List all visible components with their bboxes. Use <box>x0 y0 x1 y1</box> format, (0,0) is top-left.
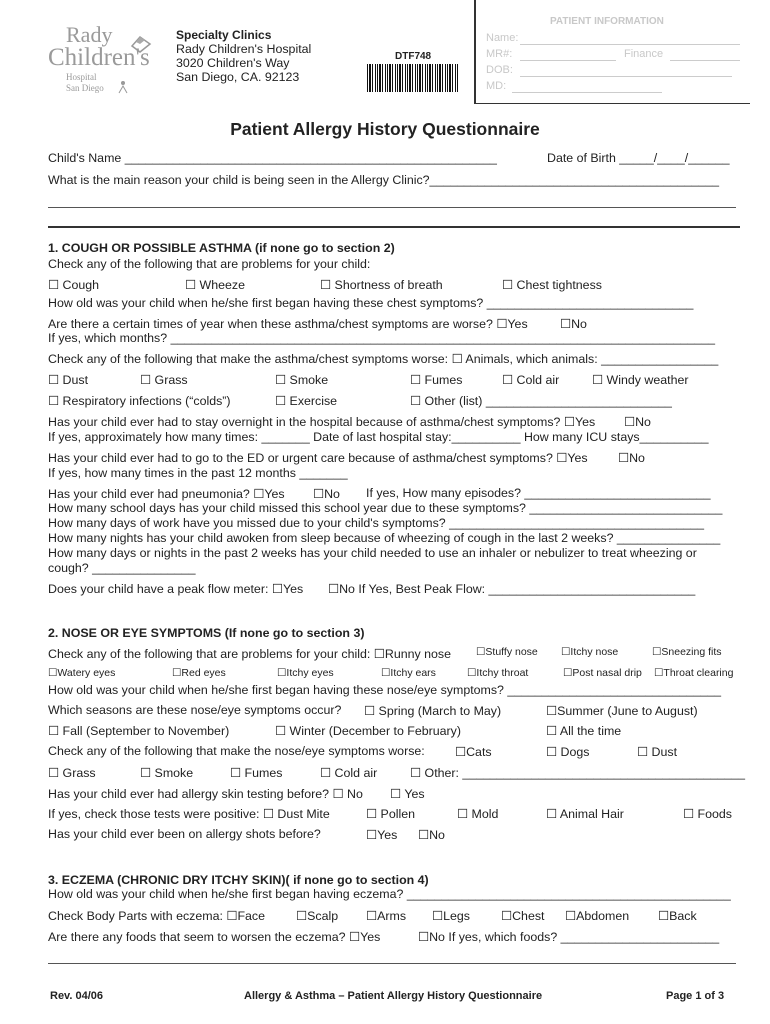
dob-line[interactable]: Date of Birth _____/____/______ <box>547 151 730 165</box>
cb-fumes[interactable]: ☐ Fumes <box>410 373 463 387</box>
cb-chest[interactable]: ☐Chest <box>501 909 545 923</box>
patient-dob-field[interactable] <box>520 76 732 77</box>
clinic-city: San Diego, CA. 92123 <box>176 70 300 84</box>
s3-age-onset[interactable]: How old was your child when he/she first began having eczema? _______________________________________________ <box>48 887 731 901</box>
cb-sneezing-fits[interactable]: ☐Sneezing fits <box>652 646 722 658</box>
cb-s2-grass[interactable]: ☐ Grass <box>48 766 96 780</box>
patient-finance-field[interactable] <box>670 60 740 61</box>
cb-s2-fumes[interactable]: ☐ Fumes <box>230 766 283 780</box>
cb-chest-tightness[interactable]: ☐ Chest tightness <box>502 278 602 292</box>
s1-hospital-times[interactable]: If yes, approximately how many times: _______ Date of last hospital stay:__________ How many ICU stays__________ <box>48 430 709 444</box>
cb-legs[interactable]: ☐Legs <box>432 909 470 923</box>
cb-wheeze[interactable]: ☐ Wheeze <box>185 278 246 292</box>
cb-dust[interactable]: ☐ Dust <box>48 373 89 387</box>
s2-allergy-shots: Has your child ever been on allergy shots before? <box>48 827 321 841</box>
cb-red-eyes[interactable]: ☐Red eyes <box>172 667 226 679</box>
s1-times-of-year[interactable]: Are there a certain times of year when these asthma/chest symptoms are worse? ☐Yes <box>48 317 528 331</box>
page-title: Patient Allergy History Questionnaire <box>230 119 540 139</box>
cb-grass[interactable]: ☐ Grass <box>140 373 188 387</box>
patient-dob-label: DOB: <box>486 64 513 76</box>
s1-age-onset[interactable]: How old was your child when he/she first began having these chest symptoms? ______________________________ <box>48 296 694 310</box>
s3-foods-worsen[interactable]: Are there any foods that seem to worsen the eczema? ☐Yes <box>48 930 381 944</box>
s1-hospital-overnight-no[interactable]: ☐No <box>624 415 651 429</box>
patient-md-label: MD: <box>486 80 507 92</box>
s1-hospital-overnight[interactable]: Has your child ever had to stay overnight in the hospital because of asthma/chest symptoms? ☐Yes <box>48 415 596 429</box>
cb-fall[interactable]: ☐ Fall (September to November) <box>48 724 230 738</box>
s1-inhaler-days[interactable]: How many days or nights in the past 2 weeks has your child needed to use an inhaler or nebulizer to treat wheezing or <box>48 546 697 560</box>
patient-md-field[interactable] <box>512 92 662 93</box>
cb-s2-dust[interactable]: ☐ Dust <box>637 745 678 759</box>
s1-nights-awoken[interactable]: How many nights has your child awoken from sleep because of wheezing of cough in the last 2 weeks? _______________ <box>48 531 721 545</box>
main-reason-blank[interactable] <box>48 207 736 208</box>
section1-heading: 1. COUGH OR POSSIBLE ASTHMA (if none go to section 2) <box>48 241 395 255</box>
s3-foods-worsen-no[interactable]: ☐No If yes, which foods? _______________________ <box>418 930 720 944</box>
cb-dust-mite[interactable]: If yes, check those tests were positive: ☐ Dust Mite <box>48 807 330 821</box>
cb-itchy-eyes[interactable]: ☐Itchy eyes <box>277 667 334 679</box>
s2-seasons: Which seasons are these nose/eye symptoms occur? <box>48 703 342 717</box>
footer-rev: Rev. 04/06 <box>50 990 104 1002</box>
s1-pneumonia-episodes[interactable]: If yes, How many episodes? ___________________________ <box>366 486 711 500</box>
cb-abdomen[interactable]: ☐Abdomen <box>565 909 630 923</box>
cb-mold[interactable]: ☐ Mold <box>457 807 499 821</box>
s1-times-of-year-no[interactable]: ☐No <box>560 317 587 331</box>
s2-skin-testing[interactable]: Has your child ever had allergy skin testing before? ☐ No <box>48 787 363 801</box>
patient-mrn-field[interactable] <box>520 60 616 61</box>
clinic-name: Specialty Clinics <box>176 28 272 42</box>
s1-worse-animals[interactable]: Check any of the following that make the asthma/chest symptoms worse: ☐ Animals, which animals: _________________ <box>48 352 719 366</box>
s1-peak-flow[interactable]: Does your child have a peak flow meter: ☐Yes <box>48 582 304 596</box>
logo-hospital: Hospital <box>66 72 97 82</box>
s1-peak-flow-no[interactable]: ☐No If Yes, Best Peak Flow: ______________________________ <box>328 582 696 596</box>
cb-smoke[interactable]: ☐ Smoke <box>275 373 329 387</box>
cb-all-the-time[interactable]: ☐ All the time <box>546 724 622 738</box>
cb-exercise[interactable]: ☐ Exercise <box>275 394 338 408</box>
footer-page: Page 1 of 3 <box>666 990 725 1002</box>
cb-cough[interactable]: ☐ Cough <box>48 278 100 292</box>
cb-dogs[interactable]: ☐ Dogs <box>546 745 590 759</box>
cb-itchy-ears[interactable]: ☐Itchy ears <box>381 667 436 679</box>
logo-figure-icon <box>116 80 130 94</box>
cb-runny-nose[interactable]: Check any of the following that are problems for your child: ☐Runny nose <box>48 647 451 661</box>
logo-kite-icon <box>128 34 154 60</box>
cb-s2-other[interactable]: ☐ Other: _________________________________________ <box>410 766 745 780</box>
s1-work-days[interactable]: How many days of work have you missed due to your child's symptoms? _____________________________________ <box>48 516 705 530</box>
s1-ed-times[interactable]: If yes, how many times in the past 12 months _______ <box>48 466 348 480</box>
s3-foods-blank[interactable] <box>48 963 736 964</box>
s2-skin-testing-yes[interactable]: ☐ Yes <box>390 787 425 801</box>
section2-heading: 2. NOSE OR EYE SYMPTOMS (If none go to section 3) <box>48 626 365 640</box>
s1-pneumonia[interactable]: Has your child ever had pneumonia? ☐Yes <box>48 487 285 501</box>
cb-pollen[interactable]: ☐ Pollen <box>366 807 415 821</box>
cb-watery-eyes[interactable]: ☐Watery eyes <box>48 667 116 679</box>
cb-spring[interactable]: ☐ Spring (March to May) <box>364 704 502 718</box>
logo-rady: Rady <box>66 22 113 47</box>
s1-which-months[interactable]: If yes, which months? _______________________________________________________________________________ <box>48 331 715 345</box>
cb-back[interactable]: ☐Back <box>658 909 697 923</box>
cb-s2-smoke[interactable]: ☐ Smoke <box>140 766 194 780</box>
patient-info-title: PATIENT INFORMATION <box>550 16 664 27</box>
main-reason-line[interactable]: What is the main reason your child is being seen in the Allergy Clinic?__________________________________________ <box>48 173 719 187</box>
clinic-hospital: Rady Children's Hospital <box>176 42 312 56</box>
cb-foods[interactable]: ☐ Foods <box>683 807 732 821</box>
cb-shortness-breath[interactable]: ☐ Shortness of breath <box>320 278 443 292</box>
clinic-street: 3020 Children's Way <box>176 56 290 70</box>
cb-itchy-nose[interactable]: ☐Itchy nose <box>561 646 619 658</box>
cb-respiratory-infections[interactable]: ☐ Respiratory infections (“colds”) <box>48 394 231 408</box>
s2-age-onset[interactable]: How old was your child when he/she first began having these nose/eye symptoms? _______________________________ <box>48 683 722 697</box>
cb-shots-no[interactable]: ☐No <box>418 828 445 842</box>
s1-inhaler-cough[interactable]: cough? _______________ <box>48 561 196 575</box>
patient-name-label: Name: <box>486 32 519 44</box>
section-divider <box>48 226 740 228</box>
cb-cats[interactable]: ☐Cats <box>455 745 492 759</box>
cb-winter[interactable]: ☐ Winter (December to February) <box>275 724 461 738</box>
patient-box-bottom-border <box>474 103 750 104</box>
child-name-line[interactable]: Child's Name ______________________________________________________ <box>48 151 497 165</box>
patient-name-field[interactable] <box>520 44 740 45</box>
s1-check-intro: Check any of the following that are problems for your child: <box>48 257 371 271</box>
patient-box-left-border <box>474 0 476 104</box>
s1-ed-visit-no[interactable]: ☐No <box>618 451 645 465</box>
s2-worse-intro: Check any of the following that make the nose/eye symptoms worse: <box>48 744 425 758</box>
cb-cold-air[interactable]: ☐ Cold air <box>502 373 560 387</box>
cb-face[interactable]: Check Body Parts with eczema: ☐Face <box>48 909 266 923</box>
patient-mrn-label: MR#: <box>486 48 513 60</box>
cb-s2-cold-air[interactable]: ☐ Cold air <box>320 766 378 780</box>
s1-school-days[interactable]: How many school days has your child missed this school year due to these symptoms? ____________________________ <box>48 501 723 515</box>
logo-childrens: Children's <box>48 44 150 71</box>
section3-heading: 3. ECZEMA (CHRONIC DRY ITCHY SKIN)( if none go to section 4) <box>48 873 429 887</box>
cb-throat-clearing[interactable]: ☐Throat clearing <box>654 667 734 679</box>
logo-san-diego: San Diego <box>66 83 104 93</box>
s1-ed-visit[interactable]: Has your child ever had to go to the ED or urgent care because of asthma/chest symptoms? ☐Yes <box>48 451 588 465</box>
cb-scalp[interactable]: ☐Scalp <box>296 909 339 923</box>
cb-windy-weather[interactable]: ☐ Windy weather <box>592 373 689 387</box>
barcode <box>367 64 459 92</box>
cb-post-nasal-drip[interactable]: ☐Post nasal drip <box>563 667 642 679</box>
s1-pneumonia-no[interactable]: ☐No <box>313 487 340 501</box>
cb-other-list[interactable]: ☐ Other (list) ___________________________ <box>410 394 672 408</box>
cb-shots-yes[interactable]: ☐Yes <box>366 828 398 842</box>
cb-arms[interactable]: ☐Arms <box>366 909 407 923</box>
cb-animal-hair[interactable]: ☐ Animal Hair <box>546 807 624 821</box>
cb-itchy-throat[interactable]: ☐Itchy throat <box>467 667 529 679</box>
cb-summer[interactable]: ☐Summer (June to August) <box>546 704 698 718</box>
cb-stuffy-nose[interactable]: ☐Stuffy nose <box>476 646 538 658</box>
patient-finance-label: Finance <box>624 48 664 60</box>
form-code: DTF748 <box>395 51 432 62</box>
footer-title: Allergy & Asthma – Patient Allergy History Questionnaire <box>244 990 543 1002</box>
